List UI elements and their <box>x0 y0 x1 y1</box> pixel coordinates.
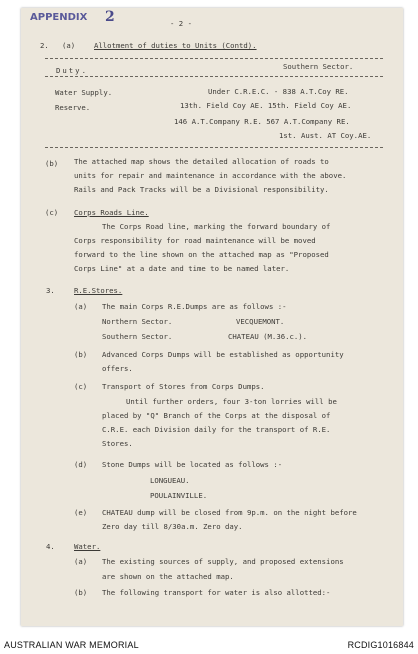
sec3e-line-1: CHATEAU dump will be closed from 9p.m. on the night before <box>102 508 357 517</box>
sec3d-place-2: POULAINVILLE. <box>150 491 208 500</box>
para-c-number: (c) <box>45 208 59 217</box>
row-reserve-label: Reserve. <box>55 103 91 112</box>
sec3a-number: (a) <box>74 302 88 311</box>
sec4b-number: (b) <box>74 588 88 597</box>
sec3a-northern-sector: Northern Sector. <box>102 317 173 326</box>
table-header-duty: Duty. <box>56 66 88 75</box>
para-c-line-1: The Corps Road line, marking the forward boundary of <box>102 222 331 231</box>
footer-archive-credit: AUSTRALIAN WAR MEMORIAL <box>4 640 139 650</box>
sec3d-number: (d) <box>74 460 88 469</box>
section-3-title: R.E.Stores. <box>74 286 123 295</box>
para-c-line-3: forward to the line shown on the attached map as "Proposed <box>74 250 329 259</box>
sec3e-number: (e) <box>74 508 88 517</box>
section-2-title: Allotment of duties to Units (Contd). <box>94 41 257 50</box>
section-3-number: 3. <box>46 286 55 295</box>
row-reserve-value-3: 1st. Aust. AT Coy.AE. <box>279 131 372 140</box>
para-c-title: Corps Roads Line. <box>74 208 149 217</box>
sec4a-line-2: are shown on the attached map. <box>102 572 234 581</box>
sec3d-place-1: LONGUEAU. <box>150 476 190 485</box>
sec4a-number: (a) <box>74 557 88 566</box>
sec3b-line-1: Advanced Corps Dumps will be established as opportunity <box>102 350 344 359</box>
sec3c-line-1: Until further orders, four 3-ton lorries will be <box>126 397 337 406</box>
sec3c-title: Transport of Stores from Corps Dumps. <box>102 382 265 391</box>
sec3c-line-4: Stores. <box>102 439 133 448</box>
sec4b-line-1: The following transport for water is also allotted:- <box>102 588 331 597</box>
section-4-title: Water. <box>74 542 101 551</box>
row-reserve-value-1: 13th. Field Coy AE. 15th. Field Coy AE. <box>180 101 352 110</box>
section-2-number: 2. <box>40 41 49 50</box>
para-c-line-2: Corps responsibility for road maintenance will be moved <box>74 236 316 245</box>
para-b-line-2: units for repair and maintenance in accordance with the above. <box>74 171 347 180</box>
sec3e-line-2: Zero day till 8/30a.m. Zero day. <box>102 522 243 531</box>
para-c-line-4: Corps Line" at a date and time to be named later. <box>74 264 290 273</box>
sec3a-intro: The main Corps R.E.Dumps are as follows :- <box>102 302 287 311</box>
sec3a-southern-place: CHATEAU (M.36.c.). <box>228 332 308 341</box>
sec3a-southern-sector: Southern Sector. <box>102 332 173 341</box>
table-header-sector: Southern Sector. <box>283 62 354 71</box>
row-water-label: Water Supply. <box>55 88 113 97</box>
section-4-number: 4. <box>46 542 55 551</box>
sec3c-line-3: C.R.E. each Division daily for the transport of R.E. <box>102 425 331 434</box>
table-bottom-rule <box>45 147 383 148</box>
para-b-number: (b) <box>45 159 59 168</box>
sec3b-line-2: offers. <box>102 364 133 373</box>
para-b-line-1: The attached map shows the detailed allocation of roads to <box>74 157 329 166</box>
sec3c-number: (c) <box>74 382 88 391</box>
sec4a-line-1: The existing sources of supply, and proposed extensions <box>102 557 344 566</box>
sec3d-intro: Stone Dumps will be located as follows :- <box>102 460 283 469</box>
appendix-number: 2 <box>105 9 115 25</box>
para-b-line-3: Rails and Pack Tracks will be a Divisional responsibility. <box>74 185 329 194</box>
section-2a-label: (a) <box>62 41 76 50</box>
table-header-rule <box>45 76 383 77</box>
page-number: - 2 - <box>170 19 192 28</box>
appendix-stamp: APPENDIX <box>30 12 88 23</box>
sec3c-line-2: placed by "Q" Branch of the Corps at the disposal of <box>102 411 331 420</box>
table-top-rule <box>45 58 383 59</box>
row-water-value: Under C.R.E.C. - 838 A.T.Coy RE. <box>208 87 349 96</box>
footer-record-id: RCDIG1016844 <box>347 640 414 650</box>
row-reserve-value-2: 146 A.T.Company R.E. 567 A.T.Company RE. <box>174 117 350 126</box>
sec3b-number: (b) <box>74 350 88 359</box>
sec3a-northern-place: VECQUEMONT. <box>236 317 285 326</box>
